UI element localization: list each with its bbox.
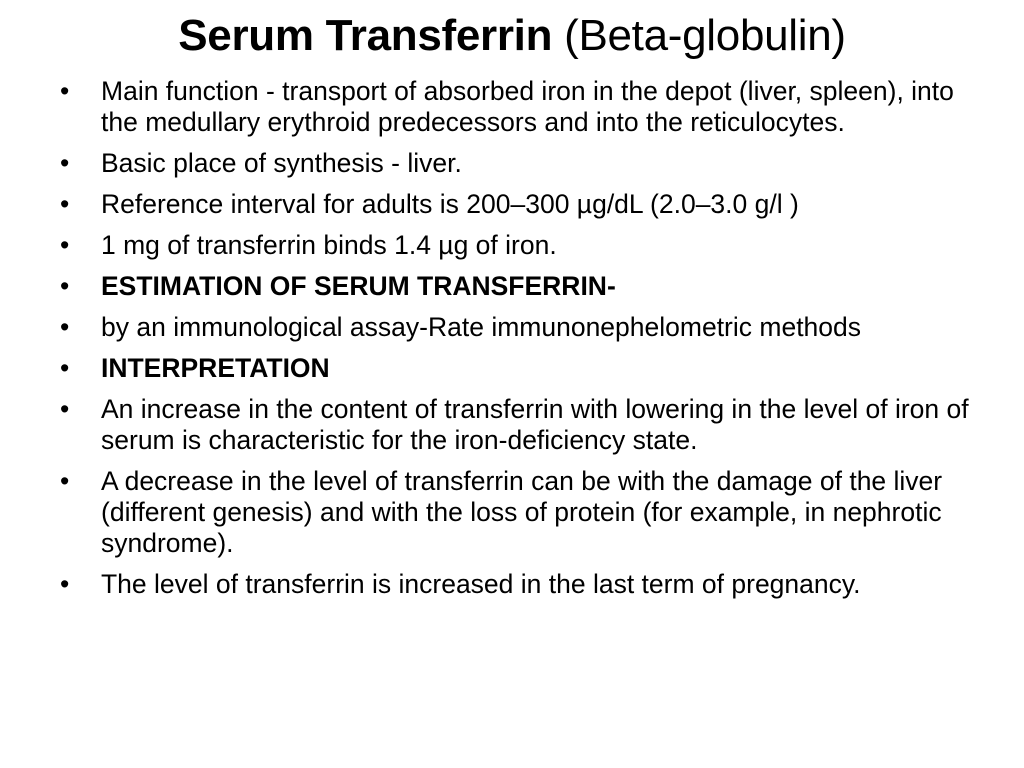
bullet-item-synthesis [60,148,984,179]
bullet-text: An increase in the content of transferrin with lowering in the level of iron of serum is characteristic for the iron-deficiency state. [101,394,969,455]
bullet-item-decrease [60,466,984,559]
title-sub: (Beta-globulin) [564,11,846,60]
bullet-dot-icon: • [60,271,70,301]
bullet-text: 1 mg of transferrin binds 1.4 µg of iron. [101,230,557,260]
bullet-item-main-function [60,76,984,138]
bullet-item-pregnancy [60,569,984,600]
bullet-dot-icon: • [60,394,70,424]
bullet-item-assay [60,312,984,343]
bullet-text: Reference interval for adults is 200–300 µg/dL (2.0–3.0 g/l ) [101,189,799,219]
slide-title [0,0,1024,62]
bullet-item-reference-interval [60,189,984,220]
bullet-text: ESTIMATION OF SERUM TRANSFERRIN- [101,271,616,301]
bullet-dot-icon: • [60,353,70,383]
bullet-text: The level of transferrin is increased in the last term of pregnancy. [101,569,861,599]
bullet-dot-icon: • [60,466,70,496]
bullet-dot-icon: • [60,569,70,599]
bullet-item-binding [60,230,984,261]
title-main: Serum Transferrin [178,11,553,60]
bullet-dot-icon: • [60,148,70,178]
bullet-text: Basic place of synthesis - liver. [101,148,462,178]
bullet-text: INTERPRETATION [101,353,330,383]
bullet-item-increase [60,394,984,456]
bullet-dot-icon: • [60,189,70,219]
bullet-dot-icon: • [60,230,70,260]
bullet-list [0,76,1024,600]
bullet-dot-icon: • [60,312,70,342]
bullet-item-interpretation-heading [60,353,984,384]
bullet-dot-icon: • [60,76,70,106]
bullet-text: by an immunological assay-Rate immunonephelometric methods [101,312,862,342]
bullet-item-estimation-heading [60,271,984,302]
bullet-text: Main function - transport of absorbed iron in the depot (liver, spleen), into the medullary erythroid predecessors and into the reticulocytes. [101,76,954,137]
bullet-text: A decrease in the level of transferrin can be with the damage of the liver (different genesis) and with the loss of protein (for example, in nephrotic syndrome). [101,466,943,558]
